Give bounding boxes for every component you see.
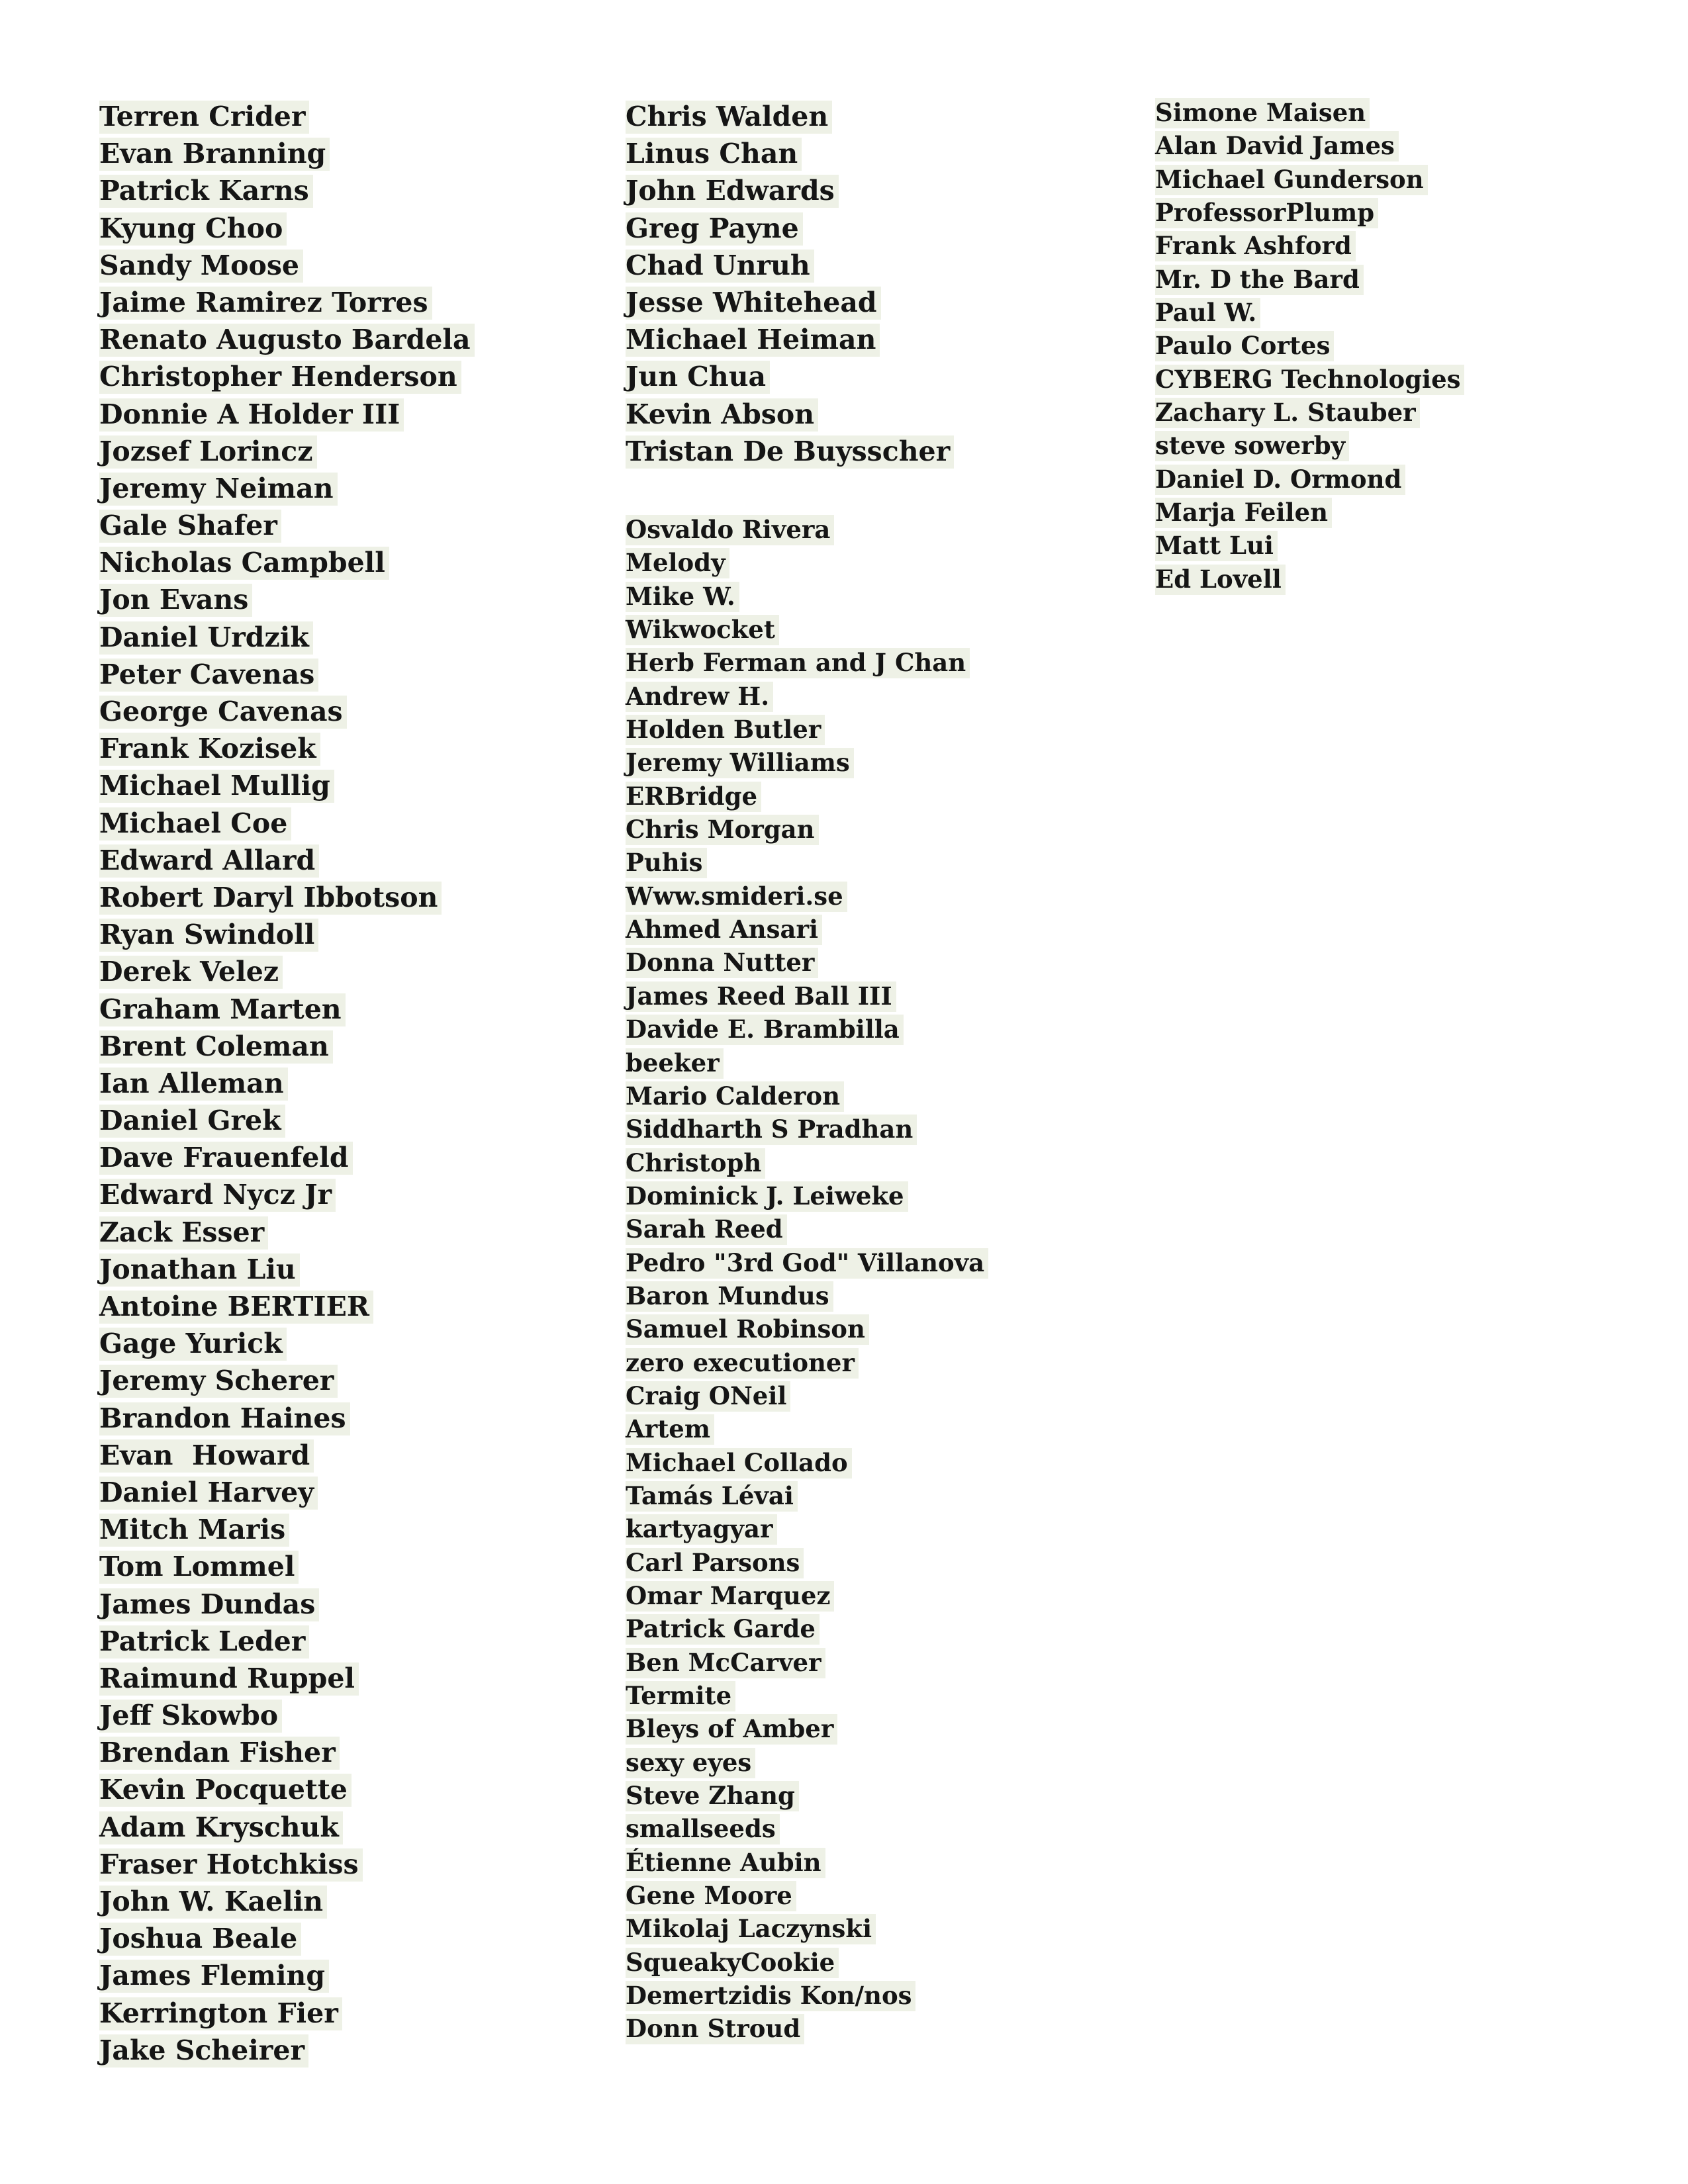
name-entry	[99, 991, 475, 1028]
name-entry	[99, 247, 475, 284]
name-entry	[626, 247, 954, 284]
name-entry	[99, 1400, 475, 1437]
name-entry	[99, 135, 475, 172]
name-text: Brandon Haines	[99, 1402, 350, 1435]
name-text: Christopher Henderson	[99, 361, 461, 394]
name-text: ERBridge	[626, 782, 761, 812]
name-text: Frank Kozisek	[99, 733, 320, 766]
name-text: Jeremy Williams	[626, 748, 854, 778]
name-text: Jeff Skowbo	[99, 1700, 282, 1733]
name-entry	[626, 1179, 988, 1212]
name-text: Jaime Ramirez Torres	[99, 287, 432, 320]
name-text: Edward Nycz Jr	[99, 1179, 336, 1212]
name-text: Patrick Garde	[626, 1614, 820, 1645]
name-text: Www.smideri.se	[626, 882, 847, 912]
name-text: Mitch Maris	[99, 1514, 289, 1547]
name-text: Kerrington Fier	[99, 1997, 342, 2030]
name-text: Paulo Cortes	[1155, 331, 1334, 361]
name-text: Dave Frauenfeld	[99, 1142, 353, 1175]
name-text: Jeremy Neiman	[99, 473, 338, 506]
name-text: Baron Mundus	[626, 1281, 833, 1312]
name-text: beeker	[626, 1048, 724, 1079]
name-entry	[99, 1362, 475, 1399]
name-entry	[626, 1013, 988, 1046]
name-text: Gale Shafer	[99, 510, 281, 543]
name-entry	[1155, 529, 1464, 562]
name-text: Ryan Swindoll	[99, 919, 318, 952]
name-text: Kevin Abson	[626, 398, 818, 432]
name-entry	[626, 979, 988, 1013]
name-text: Donn Stroud	[626, 2014, 804, 2044]
name-entry	[99, 98, 475, 135]
name-entry	[626, 580, 988, 613]
name-entry	[626, 1412, 988, 1445]
name-text: Dominick J. Leiweke	[626, 1181, 908, 1212]
name-text: Siddharth S Pradhan	[626, 1115, 917, 1145]
name-text: Demertzidis Kon/nos	[626, 1981, 915, 2011]
name-text: Terren Crider	[99, 101, 309, 134]
name-entry	[99, 2032, 475, 2069]
name-entry	[99, 1548, 475, 1585]
name-text: Mario Calderon	[626, 1081, 844, 1112]
name-entry	[99, 730, 475, 767]
name-text: Derek Velez	[99, 956, 283, 989]
name-entry	[626, 1646, 988, 1679]
name-text: steve sowerby	[1155, 431, 1349, 461]
name-entry	[626, 1346, 988, 1379]
name-text: Alan David James	[1155, 131, 1399, 161]
name-text: Edward Allard	[99, 844, 319, 878]
name-entry	[99, 1846, 475, 1883]
name-text: Mike W.	[626, 582, 739, 612]
name-text: Patrick Karns	[99, 175, 313, 208]
name-text: Daniel Harvey	[99, 1477, 318, 1510]
name-text: Chad Unruh	[626, 250, 814, 283]
name-text: Simone Maisen	[1155, 98, 1370, 128]
name-text: zero executioner	[626, 1348, 859, 1379]
name-entry	[626, 210, 954, 247]
name-entry	[99, 1957, 475, 1994]
name-text: James Fleming	[99, 1960, 329, 1993]
name-entry	[99, 656, 475, 693]
name-text: Christoph	[626, 1148, 765, 1179]
name-entry	[626, 284, 954, 321]
name-text: Donna Nutter	[626, 948, 818, 978]
name-entry	[626, 433, 954, 470]
name-entry	[1155, 229, 1464, 262]
name-entry	[99, 805, 475, 842]
name-entry	[99, 1995, 475, 2032]
name-text: Marja Feilen	[1155, 498, 1332, 528]
name-entry	[1155, 96, 1464, 129]
name-text: Artem	[626, 1414, 714, 1445]
name-entry	[99, 1102, 475, 1139]
name-text: Daniel Grek	[99, 1105, 285, 1138]
name-entry	[99, 1028, 475, 1065]
name-text: Gage Yurick	[99, 1328, 287, 1361]
name-entry	[626, 513, 988, 546]
name-text: Chris Walden	[626, 101, 832, 134]
name-entry	[626, 358, 954, 395]
name-text: Joshua Beale	[99, 1923, 301, 1956]
names-column-2-bottom	[626, 513, 988, 2046]
name-text: Termite	[626, 1681, 735, 1711]
name-text: Mikolaj Laczynski	[626, 1914, 876, 1944]
name-text: Michael Gunderson	[1155, 165, 1428, 195]
name-entry	[1155, 463, 1464, 496]
name-text: Jun Chua	[626, 361, 770, 394]
name-entry	[626, 98, 954, 135]
name-entry	[626, 1479, 988, 1512]
name-text: Samuel Robinson	[626, 1314, 869, 1345]
name-entry	[626, 746, 988, 779]
name-entry	[626, 1546, 988, 1579]
name-entry	[626, 1946, 988, 1979]
name-entry	[626, 1746, 988, 1779]
name-text: Jake Scheirer	[99, 2034, 308, 2068]
name-entry	[626, 680, 988, 713]
name-entry	[1155, 329, 1464, 362]
name-entry	[1155, 429, 1464, 462]
name-entry	[99, 1809, 475, 1846]
name-text: Chris Morgan	[626, 815, 819, 845]
name-text: Osvaldo Rivera	[626, 515, 834, 545]
name-text: Michael Collado	[626, 1448, 852, 1479]
name-entry	[1155, 396, 1464, 429]
name-text: Ben McCarver	[626, 1648, 825, 1678]
name-text: Mr. D the Bard	[1155, 265, 1364, 295]
name-text: James Reed Ball III	[626, 981, 896, 1012]
name-text: Kevin Pocquette	[99, 1774, 352, 1807]
name-entry	[99, 1251, 475, 1288]
name-entry	[626, 396, 954, 433]
name-entry	[99, 1474, 475, 1511]
name-entry	[626, 1312, 988, 1345]
name-text: Zack Esser	[99, 1216, 268, 1250]
name-entry	[626, 946, 988, 979]
name-text: Daniel Urdzik	[99, 621, 313, 655]
name-entry	[99, 842, 475, 879]
name-text: kartyagyar	[626, 1514, 777, 1545]
name-text: Michael Coe	[99, 807, 291, 841]
name-entry	[99, 1883, 475, 1920]
name-entry	[99, 1623, 475, 1660]
name-entry	[626, 913, 988, 946]
names-column-3	[1155, 96, 1464, 596]
name-text: Adam Kryschuk	[99, 1811, 343, 1844]
name-text: Omar Marquez	[626, 1581, 834, 1612]
name-entry	[99, 1065, 475, 1102]
name-entry	[1155, 129, 1464, 162]
name-text: Sarah Reed	[626, 1214, 787, 1245]
name-text: Jonathan Liu	[99, 1253, 300, 1287]
name-entry	[99, 619, 475, 656]
name-text: George Cavenas	[99, 696, 347, 729]
name-text: Ahmed Ansari	[626, 915, 822, 945]
name-entry	[626, 1212, 988, 1246]
name-entry	[626, 1079, 988, 1113]
name-entry	[626, 1046, 988, 1079]
name-entry	[626, 1812, 988, 1845]
name-entry	[99, 470, 475, 507]
name-text: Brent Coleman	[99, 1030, 333, 1064]
name-text: Raimund Ruppel	[99, 1662, 359, 1696]
name-entry	[1155, 563, 1464, 596]
name-text: Michael Heiman	[626, 324, 880, 357]
name-entry	[1155, 196, 1464, 229]
name-text: Renato Augusto Bardela	[99, 324, 475, 357]
name-entry	[626, 546, 988, 579]
name-entry	[626, 1512, 988, 1545]
name-text: Andrew H.	[626, 682, 773, 712]
names-column-2-top	[626, 98, 954, 470]
name-entry	[626, 1579, 988, 1612]
name-entry	[626, 1779, 988, 1812]
name-text: CYBERG Technologies	[1155, 365, 1464, 395]
name-text: Peter Cavenas	[99, 659, 318, 692]
name-text: Sandy Moose	[99, 250, 303, 283]
name-text: Paul W.	[1155, 298, 1260, 328]
name-entry	[99, 321, 475, 358]
name-text: James Dundas	[99, 1588, 319, 1621]
name-entry	[99, 1771, 475, 1808]
name-entry	[626, 1612, 988, 1645]
name-text: Steve Zhang	[626, 1781, 799, 1811]
name-entry	[1155, 296, 1464, 329]
name-entry	[99, 1139, 475, 1176]
name-entry	[626, 880, 988, 913]
name-text: Brendan Fisher	[99, 1737, 340, 1770]
name-entry	[626, 1846, 988, 1879]
name-entry	[99, 767, 475, 804]
name-entry	[99, 1437, 475, 1474]
name-entry	[99, 879, 475, 916]
name-text: Holden Butler	[626, 715, 825, 745]
name-entry	[626, 1712, 988, 1745]
name-text: Étienne Aubin	[626, 1848, 825, 1878]
name-entry	[99, 1660, 475, 1697]
name-text: Greg Payne	[626, 212, 803, 246]
name-text: Craig ONeil	[626, 1381, 790, 1412]
name-entry	[99, 284, 475, 321]
name-text: Jeremy Scherer	[99, 1365, 338, 1398]
name-entry	[626, 1113, 988, 1146]
name-text: Pedro "3rd God" Villanova	[626, 1248, 988, 1279]
name-entry	[626, 1679, 988, 1712]
name-text: Davide E. Brambilla	[626, 1015, 904, 1045]
name-text: Tristan De Buysscher	[626, 435, 954, 469]
name-entry	[99, 396, 475, 433]
name-text: Matt Lui	[1155, 531, 1278, 561]
name-entry	[99, 1697, 475, 1734]
name-text: Wikwocket	[626, 615, 779, 645]
name-entry	[99, 693, 475, 730]
name-text: Donnie A Holder III	[99, 398, 404, 432]
name-entry	[626, 713, 988, 746]
name-entry	[626, 1879, 988, 1912]
name-entry	[626, 813, 988, 846]
name-text: Gene Moore	[626, 1881, 796, 1911]
name-entry	[626, 1246, 988, 1279]
name-text: Tamás Lévai	[626, 1481, 798, 1512]
name-text: Jesse Whitehead	[626, 287, 881, 320]
name-entry	[1155, 496, 1464, 529]
name-text: Frank Ashford	[1155, 231, 1356, 261]
name-text: Evan Branning	[99, 138, 330, 171]
name-text: Melody	[626, 548, 729, 578]
name-text: Bleys of Amber	[626, 1714, 837, 1745]
name-text: Fraser Hotchkiss	[99, 1848, 363, 1882]
name-entry	[626, 646, 988, 679]
name-entry	[626, 172, 954, 209]
names-column-1	[99, 98, 475, 2069]
name-entry	[99, 916, 475, 953]
name-text: Jon Evans	[99, 584, 252, 617]
name-entry	[99, 1176, 475, 1213]
name-text: John W. Kaelin	[99, 1886, 327, 1919]
name-entry	[99, 544, 475, 581]
name-entry	[626, 780, 988, 813]
name-text: Antoine BERTIER	[99, 1291, 373, 1324]
name-text: Patrick Leder	[99, 1625, 309, 1659]
name-text: Evan Howard	[99, 1439, 314, 1473]
name-entry	[99, 172, 475, 209]
name-entry	[626, 1279, 988, 1312]
name-entry	[99, 210, 475, 247]
name-text: Tom Lommel	[99, 1551, 299, 1584]
name-entry	[99, 1325, 475, 1362]
name-text: Herb Ferman and J Chan	[626, 648, 970, 678]
name-entry	[99, 1734, 475, 1771]
name-text: Robert Daryl Ibbotson	[99, 882, 442, 915]
name-text: Kyung Choo	[99, 212, 287, 246]
name-text: Jozsef Lorincz	[99, 435, 317, 469]
name-entry	[626, 1379, 988, 1412]
name-entry	[626, 1446, 988, 1479]
name-text: smallseeds	[626, 1814, 780, 1844]
name-entry	[1155, 163, 1464, 196]
name-text: Ian Alleman	[99, 1068, 288, 1101]
name-entry	[99, 433, 475, 470]
name-entry	[626, 1979, 988, 2012]
name-entry	[99, 1511, 475, 1548]
name-text: Michael Mullig	[99, 770, 334, 803]
name-text: Carl Parsons	[626, 1548, 804, 1578]
name-text: sexy eyes	[626, 1748, 755, 1778]
name-text: SqueakyCookie	[626, 1948, 839, 1978]
name-entry	[626, 321, 954, 358]
name-entry	[99, 1214, 475, 1251]
name-entry	[626, 613, 988, 646]
name-entry	[626, 846, 988, 879]
name-entry	[99, 1586, 475, 1623]
name-text: Graham Marten	[99, 993, 346, 1026]
name-text: Linus Chan	[626, 138, 802, 171]
name-text: Puhis	[626, 848, 707, 878]
name-entry	[1155, 363, 1464, 396]
name-entry	[99, 953, 475, 990]
name-entry	[99, 581, 475, 618]
name-entry	[99, 1288, 475, 1325]
name-entry	[1155, 263, 1464, 296]
name-entry	[626, 135, 954, 172]
name-entry	[626, 1912, 988, 1945]
name-entry	[99, 1920, 475, 1957]
name-text: John Edwards	[626, 175, 839, 208]
name-entry	[99, 358, 475, 395]
name-text: Daniel D. Ormond	[1155, 465, 1405, 495]
name-text: ProfessorPlump	[1155, 198, 1378, 228]
name-entry	[626, 2012, 988, 2045]
name-text: Zachary L. Stauber	[1155, 398, 1420, 428]
name-entry	[626, 1146, 988, 1179]
name-entry	[99, 507, 475, 544]
name-text: Ed Lovell	[1155, 565, 1286, 595]
name-text: Nicholas Campbell	[99, 547, 389, 580]
